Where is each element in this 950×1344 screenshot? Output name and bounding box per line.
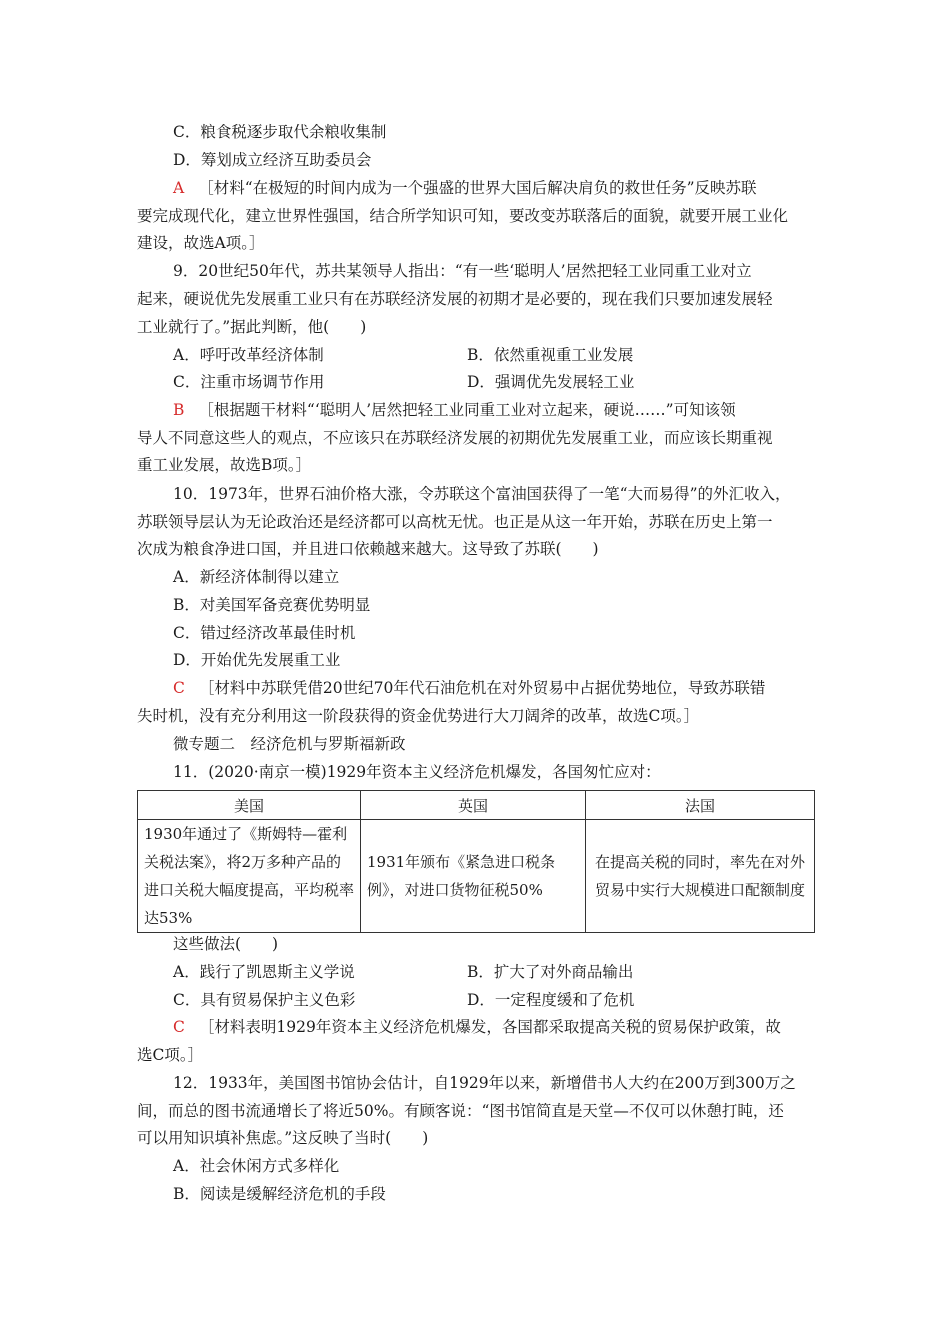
q10-stem-line: 苏联领导层认为无论政治还是经济都可以高枕无忧。也正是从这一年开始，苏联在历史上第一 bbox=[137, 513, 773, 531]
q11-explanation: C ［材料表明1929年资本主义经济危机爆发，各国都采取提高关税的贸易保护政策，故 bbox=[173, 1018, 781, 1036]
q11-option-d: D．一定程度缓和了危机 bbox=[467, 991, 635, 1009]
q11-answer: C bbox=[173, 1018, 185, 1036]
q12-option-a: A．社会休闲方式多样化 bbox=[173, 1157, 340, 1175]
q9-explanation: B ［根据题干材料“‘聪明人’居然把轻工业同重工业对立起来，硬说……”可知该领 bbox=[173, 401, 736, 419]
q9-stem-line: 起来，硬说优先发展重工业只有在苏联经济发展的初期才是必要的，现在我们只要加速发展轻 bbox=[137, 290, 773, 308]
q8-explanation-line: 建设，故选A项。］ bbox=[137, 234, 265, 252]
q10-explanation-line: 失时机，没有充分利用这一阶段获得的资金优势进行大刀阔斧的改革，故选C项。］ bbox=[137, 707, 700, 725]
q10-option-c: C．错过经济改革最佳时机 bbox=[173, 624, 356, 642]
q12-stem-line: 间，而总的图书流通增长了将近50%。有顾客说：“图书馆简直是天堂—不仅可以休憩打盹，还 bbox=[137, 1102, 784, 1120]
q10-stem-line: 次成为粮食净进口国，并且进口依赖越来越大。这导致了苏联( ) bbox=[137, 540, 599, 558]
q11-explanation-line: 选C项。］ bbox=[137, 1046, 204, 1064]
table-header-row bbox=[138, 791, 815, 820]
table-header-uk: 英国 bbox=[361, 791, 586, 820]
q10-explanation: C ［材料中苏联凭借20世纪70年代石油危机在对外贸易中占据优势地位，导致苏联错 bbox=[173, 679, 766, 697]
q9-option-c: C．注重市场调节作用 bbox=[173, 373, 325, 391]
q8-explanation-line: 要完成现代化，建立世界性强国，结合所学知识可知，要改变苏联落后的面貌，就要开展工业化 bbox=[137, 207, 789, 225]
q9-option-a: A．呼吁改革经济体制 bbox=[173, 346, 324, 364]
topic-heading: 微专题二 经济危机与罗斯福新政 bbox=[173, 735, 406, 753]
table-row bbox=[138, 820, 815, 933]
q8-option-c: C．粮食税逐步取代余粮收集制 bbox=[173, 123, 387, 141]
q9-option-d: D．强调优先发展轻工业 bbox=[467, 373, 635, 391]
q9-answer: B bbox=[173, 401, 185, 419]
q10-option-a: A．新经济体制得以建立 bbox=[173, 568, 340, 586]
table-header-france: 法国 bbox=[586, 791, 815, 820]
table-cell-usa: 1930年通过了《斯姆特—霍利关税法案》，将2万多种产品的进口关税大幅度提高，平均税率达53% bbox=[138, 820, 361, 933]
q10-answer: C bbox=[173, 679, 185, 697]
q11-option-b: B．扩大了对外商品输出 bbox=[467, 963, 634, 981]
q9-option-b: B．依然重视重工业发展 bbox=[467, 346, 634, 364]
q9-explanation-line: 导人不同意这些人的观点，不应该只在苏联经济发展的初期优先发展重工业，而应该长期重视 bbox=[137, 429, 773, 447]
q11-option-a: A．践行了凯恩斯主义学说 bbox=[173, 963, 355, 981]
table-cell-france: 在提高关税的同时，率先在对外贸易中实行大规模进口配额制度 bbox=[586, 820, 815, 933]
table-header-usa: 美国 bbox=[138, 791, 361, 820]
q8-option-d: D．筹划成立经济互助委员会 bbox=[173, 151, 372, 169]
q9-stem-line: 工业就行了。”据此判断，他( ) bbox=[137, 318, 367, 336]
q11-stem: 11．(2020·南京一模)1929年资本主义经济危机爆发，各国匆忙应对： bbox=[173, 763, 661, 781]
q10-option-b: B．对美国军备竞赛优势明显 bbox=[173, 596, 371, 614]
table-cell-uk: 1931年颁布《紧急进口税条例》，对进口货物征税50% bbox=[361, 820, 586, 933]
q10-option-d: D．开始优先发展重工业 bbox=[173, 651, 341, 669]
q11-stem-after: 这些做法( ) bbox=[173, 935, 279, 953]
q9-explanation-line: 重工业发展，故选B项。］ bbox=[137, 456, 312, 474]
q12-stem: 12．1933年，美国图书馆协会估计，自1929年以来，新增借书人大约在200万到300万之 bbox=[173, 1074, 796, 1092]
q10-stem: 10．1973年，世界石油价格大涨，令苏联这个富油国获得了一笔“大而易得”的外汇收入， bbox=[173, 485, 791, 503]
q12-option-b: B．阅读是缓解经济危机的手段 bbox=[173, 1185, 386, 1203]
q9-stem: 9．20世纪50年代，苏共某领导人指出：“有一些‘聪明人’居然把轻工业同重工业对立 bbox=[173, 262, 752, 280]
q11-table bbox=[137, 790, 815, 933]
q8-answer: A bbox=[173, 179, 185, 197]
q8-explanation: A ［材料“在极短的时间内成为一个强盛的世界大国后解决肩负的救世任务”反映苏联 bbox=[173, 179, 757, 197]
q11-option-c: C．具有贸易保护主义色彩 bbox=[173, 991, 356, 1009]
q12-stem-line: 可以用知识填补焦虑。”这反映了当时( ) bbox=[137, 1129, 429, 1147]
